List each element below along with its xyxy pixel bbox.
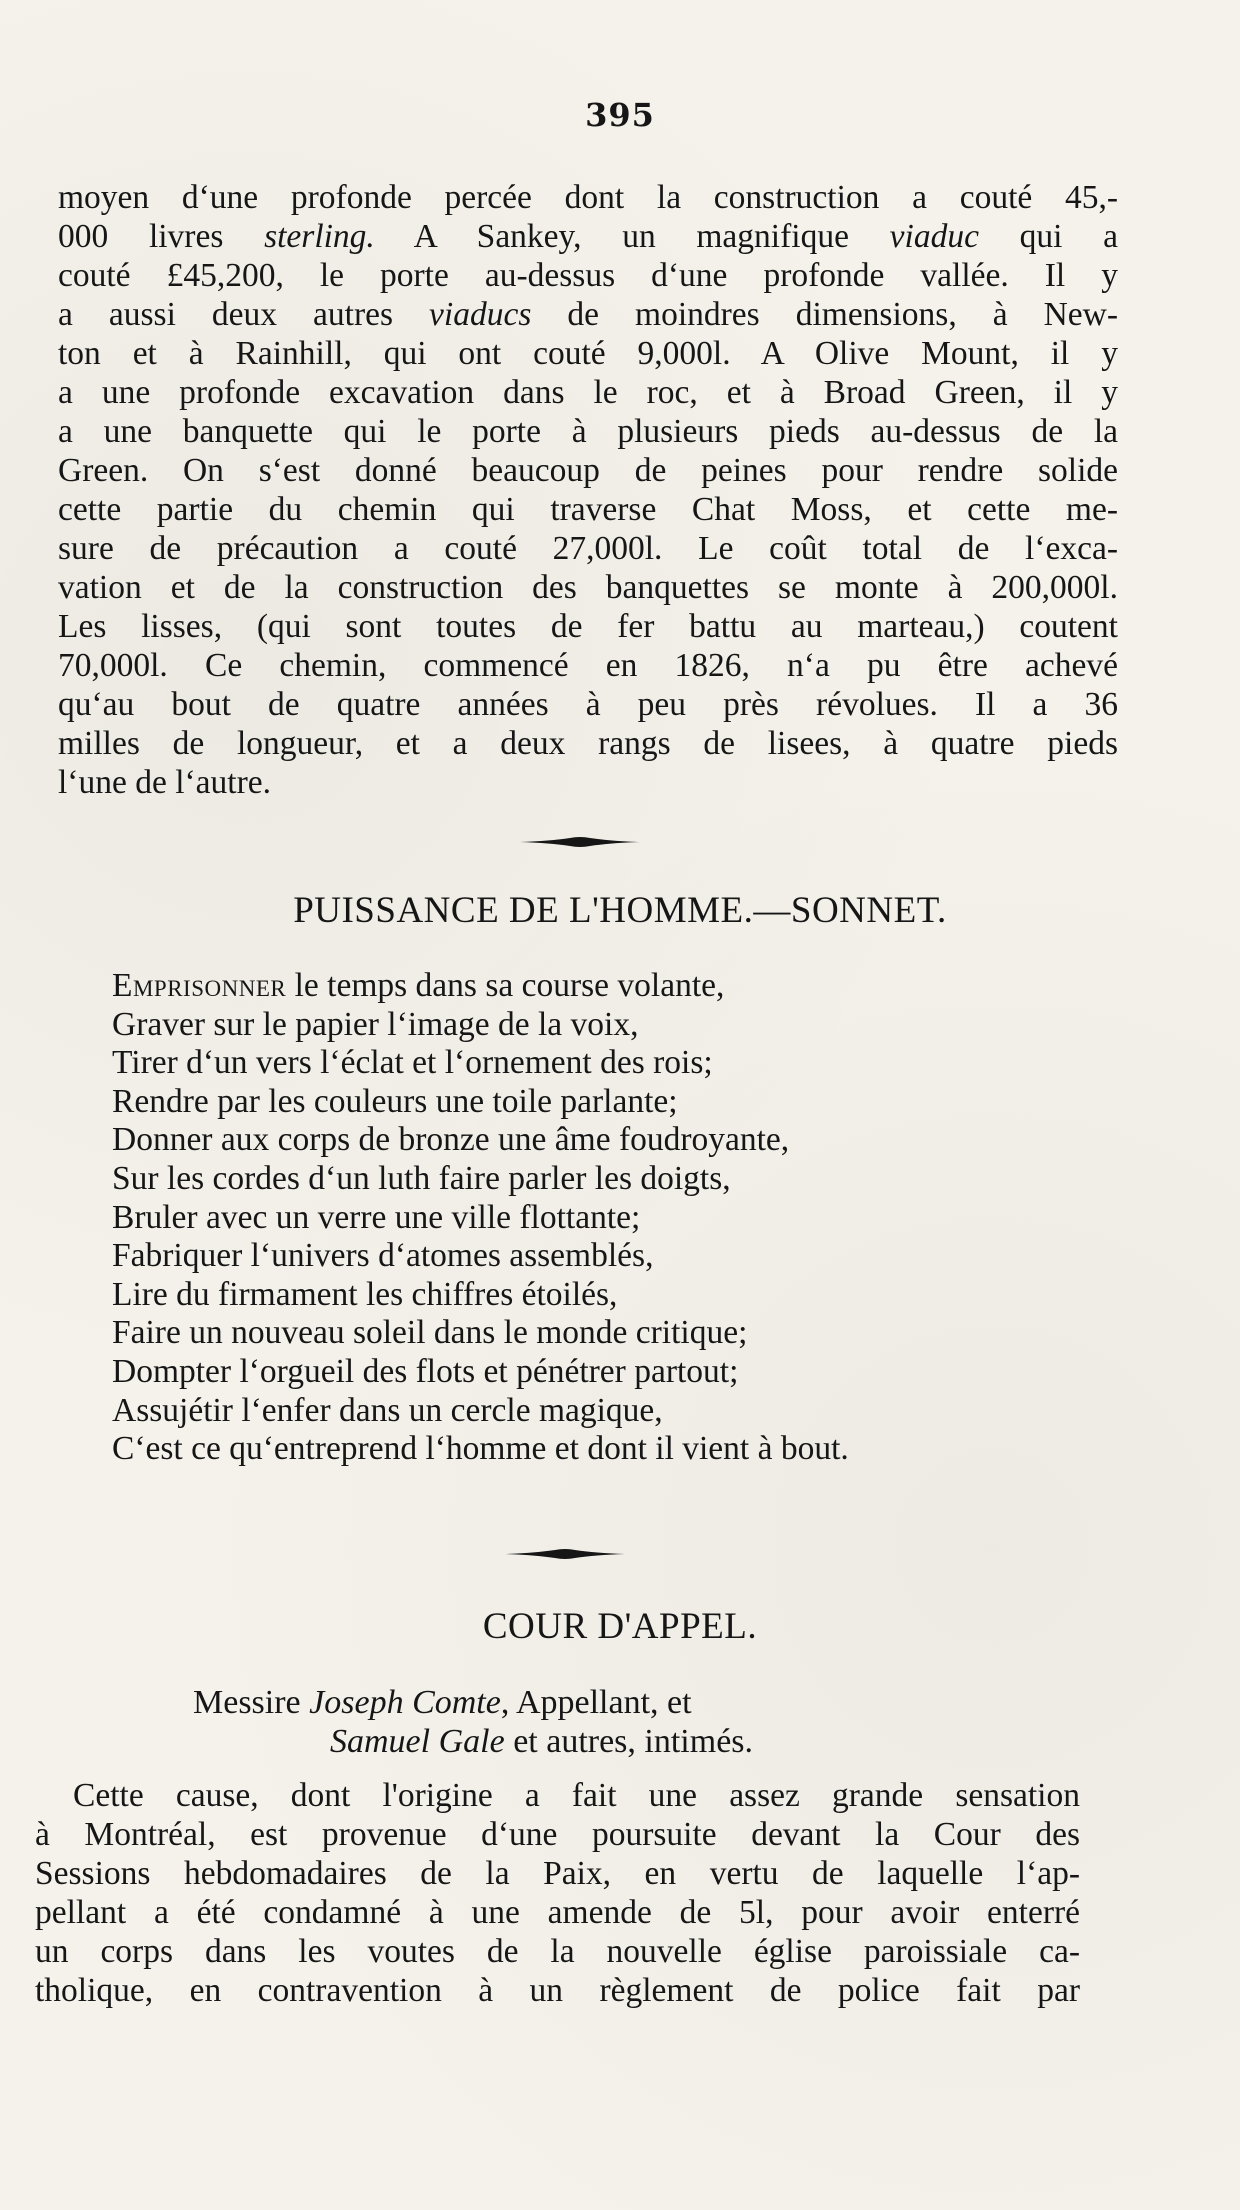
italic-text: viaduc (889, 218, 979, 255)
text-segment: , Appellant, et (500, 1684, 692, 1721)
text-line: a une profonde excavation dans le roc, et à Broad Green, il y (58, 374, 1118, 411)
poem-first-word: Emprisonner (112, 967, 287, 1004)
text-segment: a aussi deux autres (58, 296, 430, 333)
poem-line: Lire du firmament les chiffres étoilés, (112, 1275, 618, 1313)
text-segment: qui a (978, 218, 1118, 255)
text-line: milles de longueur, et a deux rangs de lisees, à quatre pieds (58, 725, 1118, 762)
poem-line: Fabriquer l‘univers d‘atomes assemblés, (112, 1237, 654, 1275)
text-line: 70,000l. Ce chemin, commencé en 1826, n‘a pu être achevé (58, 647, 1118, 684)
text-line: à Montréal, est provenue d‘une poursuite devant la Cour des (35, 1816, 1080, 1853)
ornamental-divider (505, 1548, 625, 1560)
poem-line: Graver sur le papier l‘image de la voix, (112, 1005, 639, 1043)
text-segment: Messire (193, 1684, 310, 1721)
poem-line: Dompter l‘orgueil des flots et pénétrer partout; (112, 1352, 739, 1390)
poem-line: Tirer d‘un vers l‘éclat et l‘ornement des rois; (112, 1044, 713, 1082)
section-title-court: COUR D'APPEL. (482, 1606, 758, 1647)
paragraph-court-case (35, 1776, 1080, 2010)
poem-line: Assujétir l‘enfer dans un cercle magique, (112, 1391, 663, 1429)
text-line: Les lisses, (qui sont toutes de fer battu au marteau,) coutent (58, 608, 1118, 645)
poem-line (112, 967, 1112, 1006)
poem-line: Sur les cordes d‘un luth faire parler les doigts, (112, 1159, 731, 1197)
text-line: pellant a été condamné à une amende de 5l, pour avoir enterré (35, 1894, 1080, 1931)
respondent-name: Samuel Gale (330, 1723, 505, 1760)
poem-line: Bruler avec un verre une ville flottante; (112, 1198, 641, 1236)
text-segment: le temps dans sa course volante, (286, 967, 725, 1004)
text-segment: de moindres dimensions, à New- (531, 296, 1118, 333)
text-line: couté £45,200, le porte au-dessus d‘une profonde vallée. Il y (58, 257, 1118, 294)
text-line: vation et de la construction des banquettes se monte à 200,000l. (58, 569, 1118, 606)
text-line: ton et à Rainhill, qui ont couté 9,000l. A Olive Mount, il y (58, 335, 1118, 372)
section-title-sonnet: PUISSANCE DE L'HOMME.—SONNET. (293, 890, 947, 931)
text-line (58, 295, 1118, 334)
poem-line: C‘est ce qu‘entreprend l‘homme et dont il vient à bout. (112, 1430, 849, 1468)
paragraph-railway (58, 178, 1118, 802)
page-number: 395 (585, 96, 655, 134)
text-line: un corps dans les voutes de la nouvelle église paroissiale ca- (35, 1933, 1080, 1970)
poem-line: Rendre par les couleurs une toile parlante; (112, 1082, 678, 1120)
italic-text: viaducs (429, 296, 532, 333)
text-segment: A Sankey, un magnifique (374, 218, 890, 255)
text-line: Cette cause, dont l'origine a fait une assez grande sensation (73, 1777, 1080, 1814)
text-line: moyen d‘une profonde percée dont la construction a couté 45,- (58, 179, 1118, 216)
appellant-name: Joseph Comte (309, 1684, 501, 1721)
text-segment: 000 livres (58, 218, 265, 255)
text-line: cette partie du chemin qui traverse Chat Moss, et cette me- (58, 491, 1118, 528)
sonnet-poem (112, 967, 1112, 1469)
appellant-line (193, 1684, 692, 1722)
text-line: a une banquette qui le porte à plusieurs pieds au-dessus de la (58, 413, 1118, 450)
text-line (58, 217, 1118, 256)
text-line: qu‘au bout de quatre années à peu près révolues. Il a 36 (58, 686, 1118, 723)
text-line: tholique, en contravention à un règlement de police fait par (35, 1972, 1080, 2009)
poem-line: Faire un nouveau soleil dans le monde critique; (112, 1314, 748, 1352)
text-line: l‘une de l‘autre. (58, 764, 271, 801)
text-line: Sessions hebdomadaires de la Paix, en vertu de laquelle l‘ap- (35, 1855, 1080, 1892)
ornamental-divider (520, 836, 640, 848)
text-line: Green. On s‘est donné beaucoup de peines pour rendre solide (58, 452, 1118, 489)
italic-text: sterling. (264, 218, 375, 255)
text-line: sure de précaution a couté 27,000l. Le coût total de l‘exca- (58, 530, 1118, 567)
poem-line: Donner aux corps de bronze une âme foudroyante, (112, 1121, 790, 1159)
respondent-line (330, 1723, 753, 1761)
text-segment: et autres, intimés. (504, 1723, 754, 1760)
